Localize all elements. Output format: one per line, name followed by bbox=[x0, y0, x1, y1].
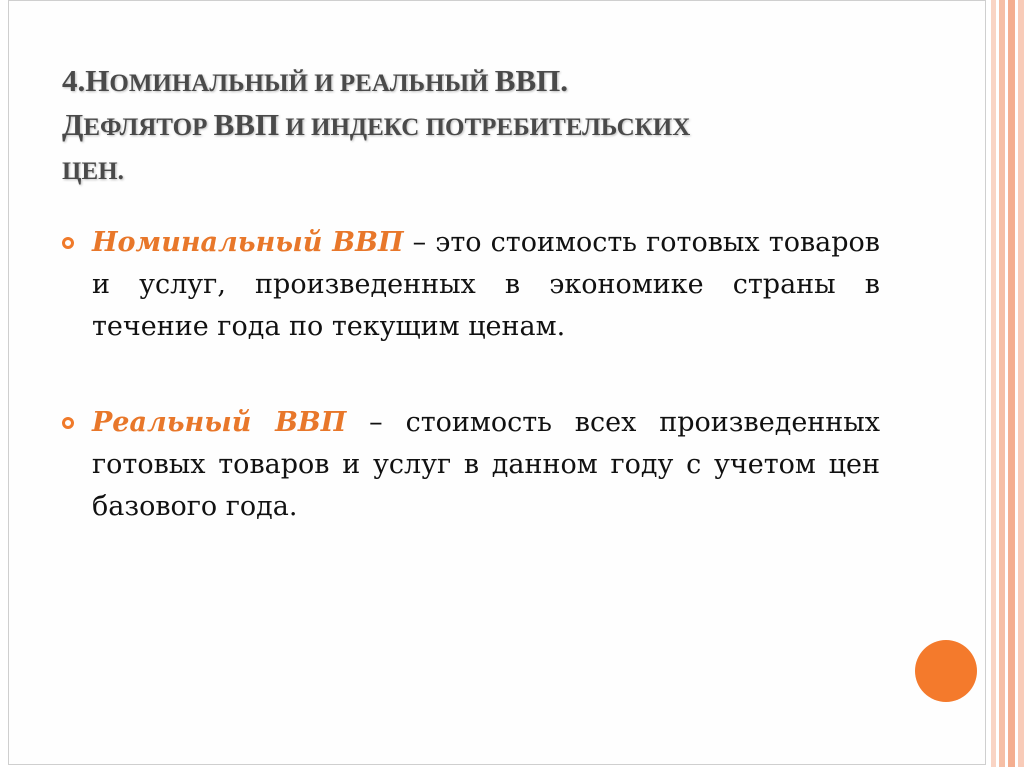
stripe bbox=[1008, 0, 1015, 767]
title-text: И ИНДЕКС ПОТРЕБИТЕЛЬСКИХ bbox=[279, 114, 691, 141]
title-text: ВВП. bbox=[494, 63, 568, 98]
bullet-text bbox=[92, 402, 880, 528]
ring-bullet-icon bbox=[62, 417, 74, 429]
bullet-item bbox=[62, 402, 880, 528]
stripe bbox=[999, 0, 1005, 767]
bullet-definition: – стоимость всех произведенных готовых товаров и услуг в данном году с учетом цен базового года. bbox=[92, 407, 881, 522]
stripe bbox=[991, 0, 996, 767]
title-text: ЕФЛЯТОР bbox=[83, 114, 214, 141]
decorative-circle bbox=[915, 640, 977, 702]
bullet-definition: – это стоимость готовых товаров и услуг, произведенных в экономике страны в течение года по текущим ценам. bbox=[92, 227, 880, 342]
title-text: ВВП bbox=[213, 107, 280, 142]
title-text: ОМИНАЛЬНЫЙ И РЕАЛЬНЫЙ bbox=[109, 70, 495, 97]
title-text: 4.Н bbox=[62, 63, 110, 98]
title-text: Д bbox=[62, 107, 84, 142]
stripe bbox=[1018, 0, 1024, 767]
bullet-text bbox=[92, 222, 880, 348]
ring-bullet-icon bbox=[62, 237, 74, 249]
bullet-term: Реальный ВВП bbox=[92, 407, 347, 438]
bullet-item bbox=[62, 222, 880, 348]
title-text: ЦЕН. bbox=[62, 158, 124, 185]
decorative-stripes bbox=[986, 0, 1024, 767]
bullet-term: Номинальный ВВП bbox=[92, 227, 404, 258]
slide-title bbox=[62, 60, 882, 192]
